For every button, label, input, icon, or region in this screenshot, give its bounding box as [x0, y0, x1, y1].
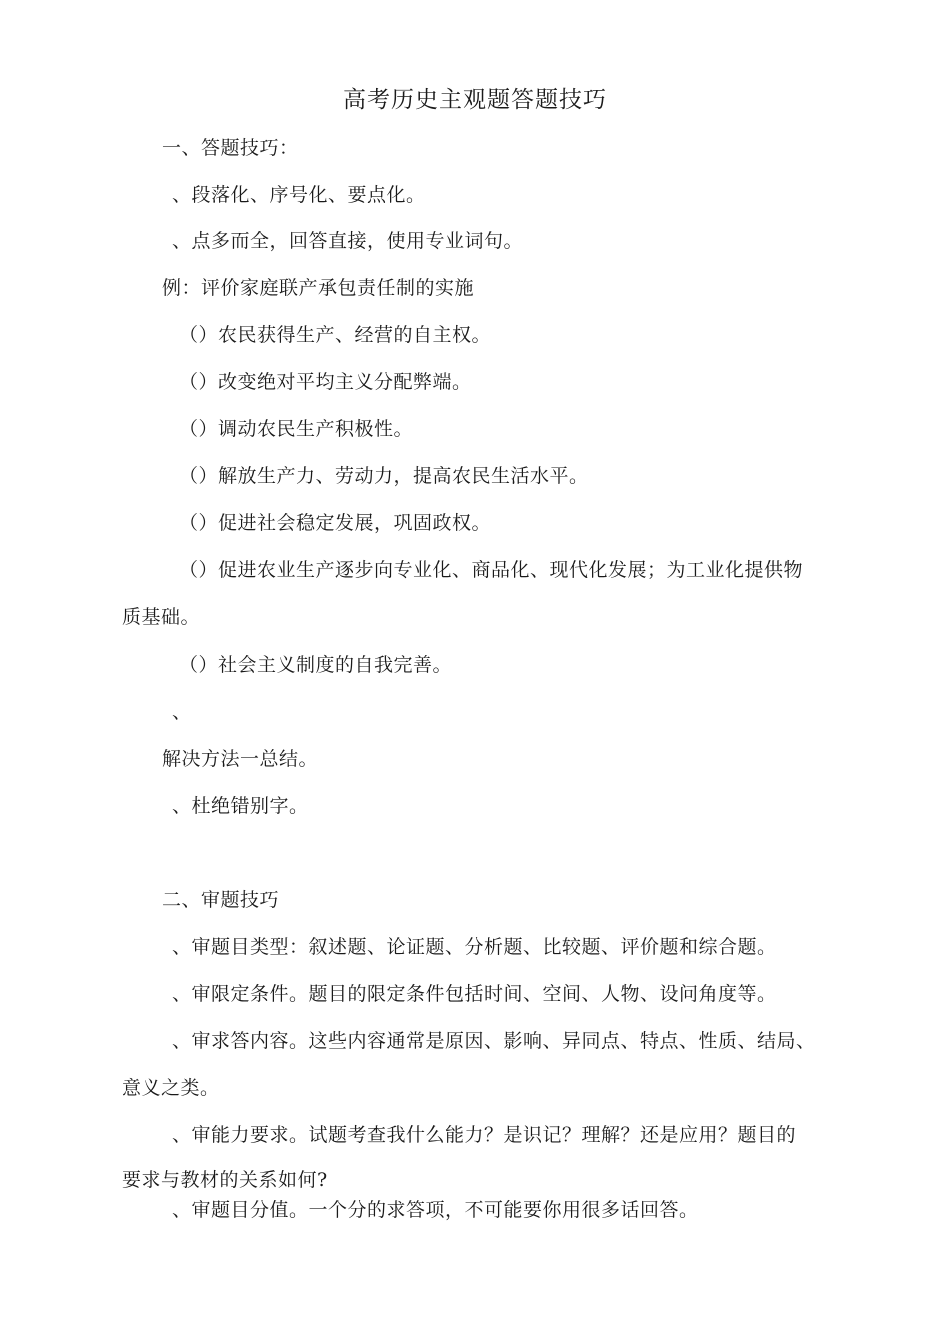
section2-item-4: 、审能力要求。试题考查我什么能力？是识记？理解？还是应用？题目的 [172, 1124, 797, 1146]
example-point-4: （）解放生产力、劳动力，提高农民生活水平。 [179, 465, 589, 487]
section1-method: 解决方法一总结。 [162, 748, 319, 770]
section2-item-2: 、审限定条件。题目的限定条件包括时间、空间、人物、设问角度等。 [172, 983, 777, 1005]
section2-item-1: 、审题目类型：叙述题、论证题、分析题、比较题、评价题和综合题。 [172, 936, 777, 958]
example-point-1: （）农民获得生产、经营的自主权。 [179, 324, 492, 346]
example-label: 例：评价家庭联产承包责任制的实施 [162, 277, 475, 299]
section2-item-4-cont: 要求与教材的关系如何? [122, 1169, 328, 1191]
section1-item-1: 、段落化、序号化、要点化。 [172, 184, 426, 206]
section2-item-3: 、审求答内容。这些内容通常是原因、影响、异同点、特点、性质、结局、 [172, 1030, 816, 1052]
document-title: 高考历史主观题答题技巧 [343, 87, 607, 113]
section2-item-5: 、审题目分值。一个分的求答项，不可能要你用很多话回答。 [172, 1199, 699, 1221]
section1-last-item: 、杜绝错别字。 [172, 795, 309, 817]
section1-blank-item: 、 [172, 701, 192, 723]
example-point-7: （）社会主义制度的自我完善。 [179, 654, 453, 676]
section2-heading: 二、审题技巧 [162, 889, 280, 911]
example-point-6-cont: 质基础。 [122, 606, 201, 628]
section2-item-3-cont: 意义之类。 [122, 1077, 220, 1099]
section1-heading: 一、答题技巧： [162, 137, 299, 159]
example-point-2: （）改变绝对平均主义分配弊端。 [179, 371, 472, 393]
example-point-3: （）调动农民生产积极性。 [179, 418, 414, 440]
example-point-6: （）促进农业生产逐步向专业化、商品化、现代化发展；为工业化提供物 [179, 559, 804, 581]
section1-item-2: 、点多而全，回答直接，使用专业词句。 [172, 230, 524, 252]
example-point-5: （）促进社会稳定发展，巩固政权。 [179, 512, 492, 534]
